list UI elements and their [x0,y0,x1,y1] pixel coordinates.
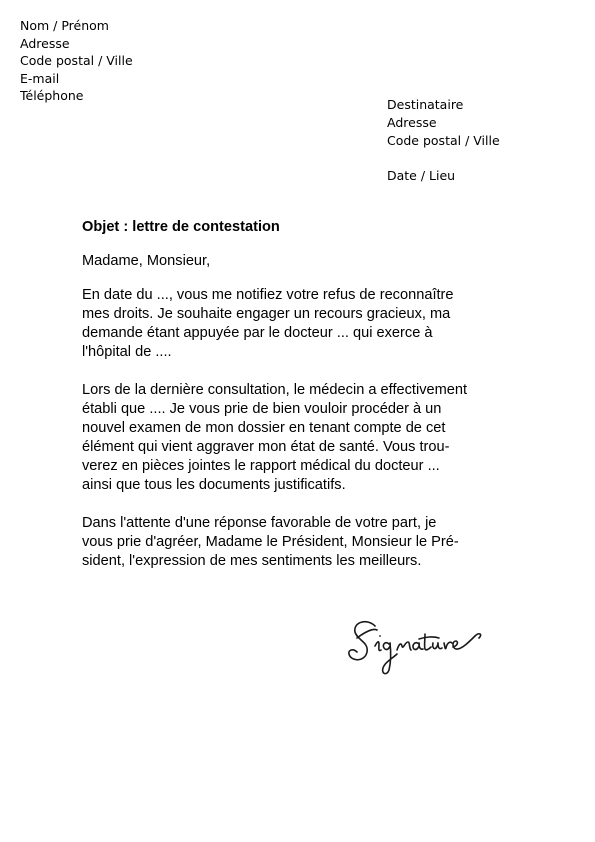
date-place: Date / Lieu [387,168,456,183]
recipient-block [387,96,500,185]
recipient-name: Destinataire [387,97,464,112]
paragraph-line: l'hôpital de .... [82,344,172,360]
sender-email: E-mail [20,70,60,86]
recipient-postal-city: Code postal / Ville [387,133,500,148]
sender-postal-city: Code postal / Ville [20,53,133,69]
paragraph-1 [82,286,512,362]
paragraph-3 [82,514,512,571]
letter-salutation: Madame, Monsieur, [82,253,211,269]
paragraph-line: Lors de la dernière consultation, le médecin a effectivement [82,382,468,398]
paragraph-line: demande étant appuyée par le docteur ... qui exerce à [82,325,433,341]
sender-name: Nom / Prénom [20,18,109,33]
paragraph-line: mes droits. Je souhaite engager un recours gracieux, ma [82,306,451,322]
paragraph-line: vous prie d'agréer, Madame le Président, Monsieur le Pré- [82,534,459,550]
paragraph-line: nouvel examen de mon dossier en tenant compte de cet [82,420,446,436]
paragraph-line: ainsi que tous les documents justificatifs. [82,477,346,493]
sender-block [20,17,133,105]
recipient-address: Adresse [387,115,437,130]
paragraph-line: élément qui vient aggraver mon état de santé. Vous trou- [82,439,450,455]
paragraph-line: verez en pièces jointes le rapport médical du docteur ... [82,458,440,474]
handwritten-signature [345,612,505,682]
letter-body [82,218,512,590]
paragraph-line: En date du ..., vous me notifiez votre refus de reconnaître [82,287,454,303]
sender-address: Adresse [20,35,70,51]
paragraph-2 [82,381,512,495]
paragraph-line: Dans l'attente d'une réponse favorable de votre part, je [82,515,437,531]
letter-subject: Objet : lettre de contestation [82,219,280,235]
paragraph-line: sident, l'expression de mes sentiments les meilleurs. [82,553,422,569]
paragraph-line: établi que .... Je vous prie de bien vouloir procéder à un [82,401,442,417]
sender-phone: Téléphone [20,88,84,104]
